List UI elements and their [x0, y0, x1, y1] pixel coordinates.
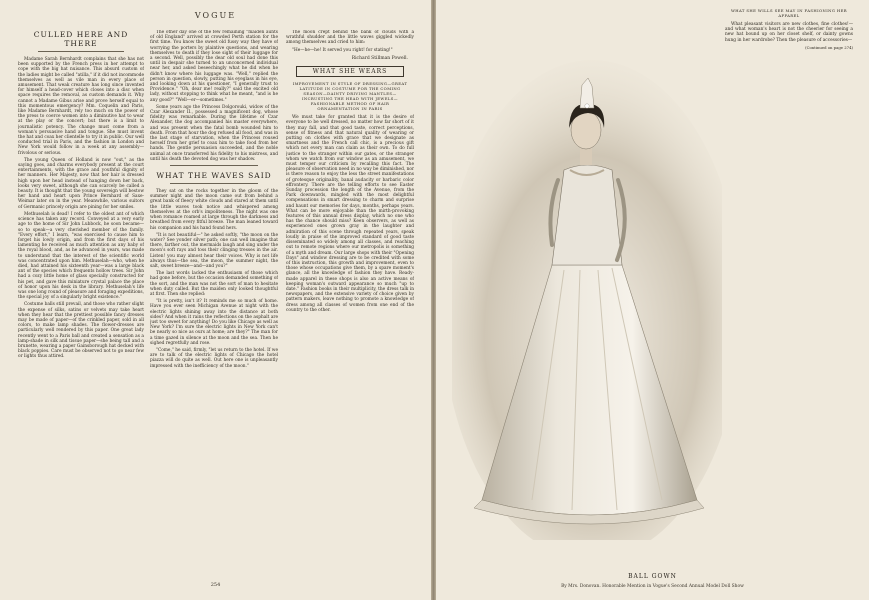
paragraph: What pleasant visitors are new clothes, fine clothes!—and what woman's heart is not the cheerier for seeing a new hat bound up on her closet shelf, or dainty gowns hung in her wardrobe? Then the pleasure of accessories—: [725, 22, 853, 43]
byline: Richard Stillman Powell.: [351, 55, 408, 61]
paragraph: "He—he—he! It served you right! for stating!": [292, 47, 393, 53]
column-culled-here-and-there: [18, 30, 144, 555]
section-title-waves: WHAT THE WAVES SAID: [156, 171, 272, 181]
paragraph: We must take for granted that it is the desire of everyone to be well dressed, no matter how far short of it they may fall, and that good taste, correct perceptions, sense of fitness and that natural quality of wearing or putting on clothes with grace that we designate as smartness and the French call chic, is a precious gift which not every man can claim as their own. To do full justice to the stranger within our gates, or the stranger whom we watch from our window as an amusement, we must temper our criticism by recalling this fact. The pleasure of observation need in no way be diminished, nor is there reason to enjoy the less the street manifestations of grotesque originality, banal audacity or barbaric color effrontery. There are the telling efforts to see Easter Sunday procession the length of the Avenue, from the Park downwards, mingled with the most delightful compensations in smart dressing to charm and surprise and haunt our memories for days, months, perhaps years. What can be more enjoyable than the mirth-provoking features of this annual dress display, which no one who has the chance should miss? Keen observers, as well as experienced ones grown gray in the laughter and admiration of this scene through repeated years, speak loudly in praise of the improved standard of good taste disseminated so widely among all classes, and reaching out to remote regions where our metropolis is something of a myth and dream. Our large shops with their "Opening Days" and window dressing are to be credited with some of this instruction, this growth and improvement, even to those whose occupations give them, by a spare moment's glance, all the knowledge of fashion they have. Ready-made apparel in these shops is also an active means of keeping woman's outward appearance so much "up to date." Fashion books in their multiplicity, the dress talk in newspapers, and the extensive variety of choice given by pattern makers, leave nothing to promote a knowledge of dress among all classes of women from one end of the country to the other.: [286, 115, 414, 313]
paragraph: Madame Sarah Bernhardt complains that she has not been supported by the French press in her attempt to cope with the big hat nuisance. This absurd custom of the ladies might be called "atilla," if it did not incommode themselves as well as vile man in every place of amusement. That weak creature has long since invented for himself a head-cover which closes into a disc when space requires the removal, as custom demands it. Why cannot a Madame Gibus arise and prove herself equal to this momentous emergency? Mm. Coquelin and Paris, like Madame Bernhardt, rely too much on the power of the press to coerce women into a diminutive hat to wear at the play or the concert; but there is a limit to journalistic potency. The change must come from a woman's persuasive hand and tongue. She must invent the hat and coax her clientelle to try it in public. Our well conducted trial in Paris, and the fashion in London and New York would follow in a week at any assembly—frivolous or serious.: [18, 57, 144, 156]
paragraph: "Come," he said, firmly, "let us return to the hotel. If we are to talk of the electric lights of Chicago the hotel piazza will do quite as well. Out here one is unpleasantly impressed with the inefficiency of the moon.": [150, 347, 278, 369]
section-subhead: IMPROVEMENT IN STYLE OF DRESSING—GREAT LATITUDE IN COSTUME FOR THE COMING SEASON—DAINTY DRIVING MANTLES—INCRUSTING THE HEAD WITH JEWELS—FASHIONABLE METHOD OF HAIR ORNAMENTATION IN PARIS: [292, 81, 408, 112]
ball-gown-illustration: [452, 30, 722, 540]
section-subhead: WHAT SHE WILLS SEE MAY IN FASHIONING HER APPAREL: [730, 8, 848, 18]
column-what-she-wears: [725, 8, 853, 588]
page-number: 254: [210, 582, 221, 588]
paragraph: The last words lacked the enthusiasm of those which had gone before, but the occasion demanded something of the sort, and the man was not the sort of man to hesitate when duty called. But the maiden only looked thoughtful at first. Then she replied:: [150, 271, 278, 297]
left-page: [0, 0, 431, 600]
paragraph: Costume balls still prevail, and those who rather slight the expense of silks, satins or velvets may take heart when they hear that the prettiest possible fancy dresses may be made of paper—of the crinkled paper, sold in all colors, to make lamp shades. The flower-dresses are particularly well rendered by this paper. One great lady recently went to a Paris ball and created a sensation as a lamp-shade in silk and tissue paper—she being tall and a brunette, wearing a paper Gainsborough hat decked with black poppies. Care must be observed not to go near few or lights thus attired.: [18, 302, 144, 360]
section-title-wears: WHAT SHE WEARS: [296, 66, 404, 77]
paragraph: "It is pretty, isn't it? It reminds me so much of home. Have you ever seen Michigan Avenue at night with the electric lights shining away into the distance at both sides? And when it rains the reflections on the asphalt are just too sweet for anything! Do you like Chicago as well as New York? I'm sure the electric lights in New York can't be nearly so nice as ours at home; are they?" The man for a time gazed in silence at the moon and the sea. Then he sighed regretfully and rose.: [150, 299, 278, 346]
paragraph: The moon crept behind the bank of clouds with a wrathful shudder and the little waves giggled wickedly among themselves and cried to him:: [286, 30, 414, 46]
right-page: [436, 0, 869, 600]
column-middle: [150, 30, 278, 555]
paragraph: They sat on the rocks together in the gloom of the summer night and the moon came out from behind a great bank of fleecy white clouds and stared at them until the little waves took notice and whispered among themselves at the orb's impoliteness. The night was one when romance roamed at large through the darkness and breathed from every fitful breeze. The man leaned toward his companion and his hand found hers.: [150, 189, 278, 231]
section-title-culled: CULLED HERE AND THERE: [33, 30, 129, 48]
title-rule: [170, 183, 258, 184]
paragraph: The other day one of the few remaining "maiden aunts of old England" arrived at crowded Perth station for the first time. You know the sweet old fussy way they have of worrying the porters by plaintive questions, and wearing themselves to death if they lose sight of their luggage for a second. Well, possibly the dear old soul had done this until in despair she turned to an unconcerned individual near her, and asked beseechingly what he did when he didn't know where his luggage was. "Well," replied the person in question, slowly, putting his eyeglass in his eye, and looking down at his questioner, "I generally trust to Providence." "Oh, dear me! really?" said the excited old lady, without stopping to think what he meant, "and is he any good?" "Well—er—sometimes.": [150, 30, 278, 103]
figure-credit: By Mrs. Donovan. Honorable Mention in Vogue's Second Annual Model Doll Show: [561, 584, 744, 589]
paragraph: "It is not beautiful—" he asked softly, "the moon on the water? See yonder silver path; one can well imagine that there, farther out, the mermaids laugh and sing under the moon's soft rays and toss their clinging tresses in the air. Listen! you may almost hear their voices. Why is not life always thus—the sea, the moon, the summer night, the salt, sweet breeze—and—and you?": [150, 232, 278, 269]
title-rule: [38, 51, 124, 52]
paragraph: Methuselah is dead! I refer to the oldest ant of which science has taken any record. Conveyed at a very early age to the home of Sir John Lubbock, he soon became—so to speak—a very cherished member of the family. "Every effort," I learn, "was exercised to cause him to forget his lowly origin, and from the first days of his lamenting he received as much attention as any baby of the royal blood, and, as he advanced in years, was made to understand that the interest of the scientific world was concentrated upon him. Methuselah—who, when he died, had attained his sixteenth year—was a large black ant of the species which frequents hollow trees. Sir John had a cozy little home of glass specially constructed for his pet, and gave this miniature crystal palace the place of honor upon his desk in the library. Methuselah's life was one long round of pleasure and foraging expeditions, the special joy of a singularly bright existence.": [18, 211, 144, 301]
running-head: VOGUE: [194, 11, 237, 20]
continued-note: (Continued on page 274): [805, 44, 853, 50]
column-right: [286, 30, 414, 555]
figure-title: BALL GOWN: [628, 573, 677, 580]
section-rule: [170, 165, 258, 166]
paragraph: The young Queen of Holland is now "out," as the saying goes, and charms everybody present at the court entertainments, with the grace and youthful dignity of her manners. Her Majesty, now that her hair is dressed high upon her head instead of hanging down her back, looks very sweet, although she can scarcely be called a beauty. It is thought that the young sovereign will bestow her hand and heart upon Prince Bernhard of Saxe-Weimar later on in the year. Meanwhile, various suitors of Germanic princely origin are pining for her smiles.: [18, 157, 144, 210]
paragraph: Some years ago the Princess Dolgorouki, widow of the Czar Alexander II., possessed a magnificent dog, whose fidelity was remarkable. During the lifetime of Czar Alexander, the dog accompanied his master everywhere, and was present when the fatal bomb wounded him to death. From that hour the dog refused all food, and was in the last stage of starvation, when the Princess roused herself from her grief to coax him to take food from her hands. The gentle persuasion succeeded, and the noble animal at once transferred his fidelity to his mistress, and until his death the devoted dog was her shadow.: [150, 104, 278, 162]
